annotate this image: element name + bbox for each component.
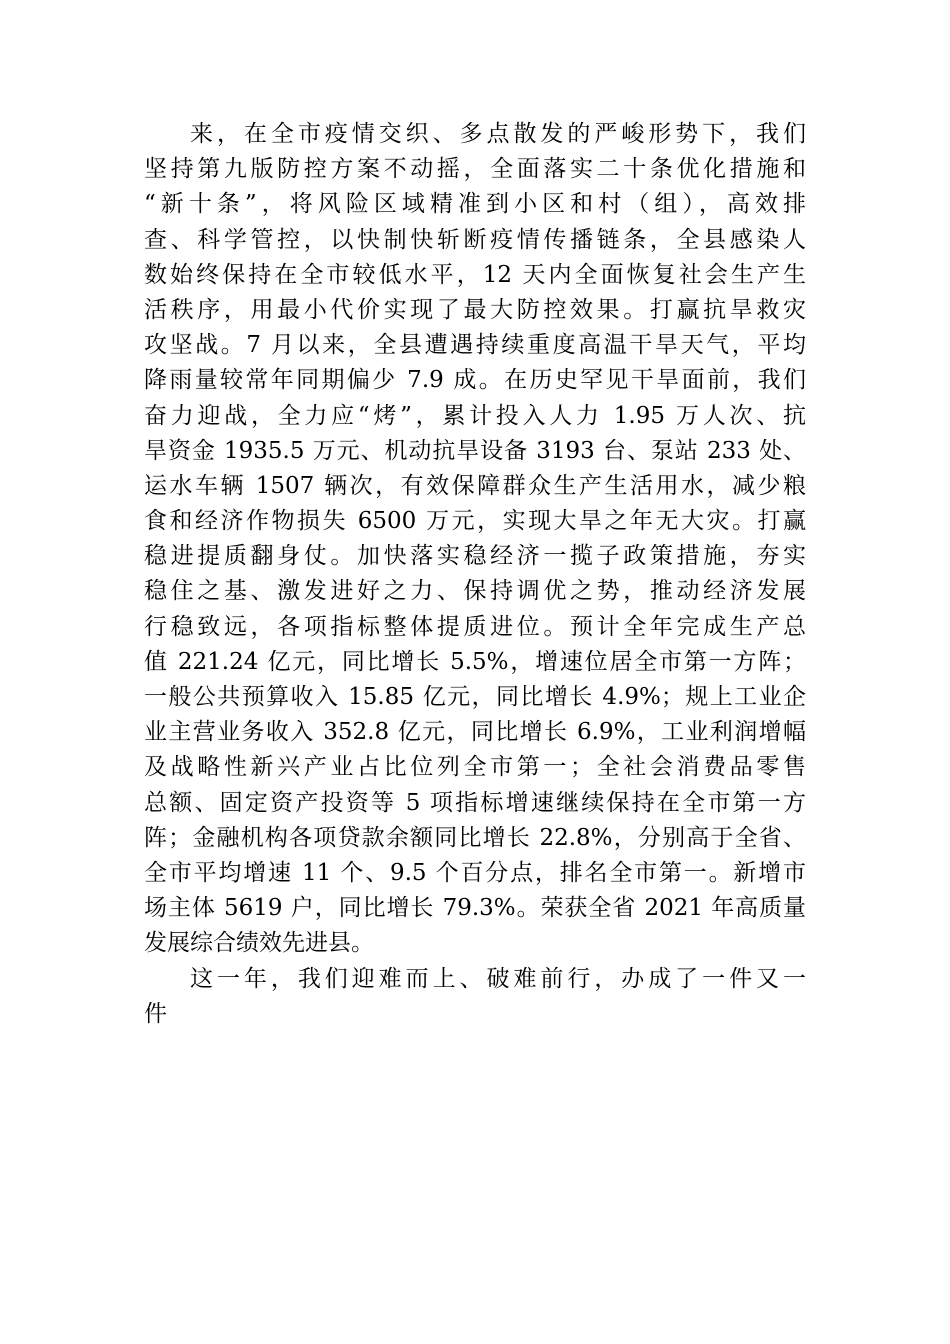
text-line: 活秩序，用最小代价实现了最大防控效果。打赢抗旱救灾	[144, 296, 806, 323]
text-line: 数始终保持在全市较低水平，12 天内全面恢复社会生产生	[144, 261, 806, 288]
text-line: 食和经济作物损失 6500 万元，实现大旱之年无大灾。打赢	[144, 508, 806, 535]
text-line: 及战略性新兴产业占比位列全市第一；全社会消费品零售	[144, 754, 806, 781]
text-line: 稳住之基、激发进好之力、保持调优之势，推动经济发展	[144, 578, 806, 605]
text-line: 阵；金融机构各项贷款余额同比增长 22.8%，分别高于全省、	[144, 824, 806, 851]
text-line: 业主营业务收入 352.8 亿元，同比增长 6.9%，工业利润增幅	[144, 719, 806, 746]
text-line: 件	[144, 1000, 167, 1027]
text-line: 旱资金 1935.5 万元、机动抗旱设备 3193 台、泵站 233 处、	[144, 437, 806, 464]
text-line: 运水车辆 1507 辆次，有效保障群众生产生活用水，减少粮	[144, 472, 806, 499]
text-line: 场主体 5619 户，同比增长 79.3%。荣获全省 2021 年高质量	[144, 895, 806, 922]
text-line: 稳进提质翻身仗。加快落实稳经济一揽子政策措施，夯实	[144, 543, 806, 570]
text-line: 全市平均增速 11 个、9.5 个百分点，排名全市第一。新增市	[144, 859, 806, 886]
text-line: 攻坚战。7 月以来，全县遭遇持续重度高温干旱天气，平均	[144, 332, 806, 359]
text-line: 总额、固定资产投资等 5 项指标增速继续保持在全市第一方	[144, 789, 806, 816]
text-line: 这一年，我们迎难而上、破难前行，办成了一件又一	[190, 965, 806, 992]
text-line: 来，在全市疫情交织、多点散发的严峻形势下，我们	[190, 121, 806, 147]
text-line: 奋力迎战，全力应“烤”，累计投入人力 1.95 万人次、抗	[144, 402, 806, 429]
text-line: 降雨量较常年同期偏少 7.9 成。在历史罕见干旱面前，我们	[144, 367, 806, 394]
text-line: “新十条”，将风险区域精准到小区和村（组），高效排	[144, 191, 806, 218]
paragraph-2	[144, 962, 806, 1032]
text-line: 发展综合绩效先进县。	[144, 930, 374, 957]
text-line: 行稳致远，各项指标整体提质进位。预计全年完成生产总	[144, 613, 806, 640]
text-line: 坚持第九版防控方案不动摇，全面落实二十条优化措施和	[144, 156, 806, 183]
text-line: 值 221.24 亿元，同比增长 5.5%，增速位居全市第一方阵；	[144, 648, 806, 675]
text-line: 查、科学管控，以快制快斩断疫情传播链条，全县感染人	[144, 226, 806, 253]
body-text	[144, 117, 806, 1032]
paragraph-1	[144, 117, 806, 962]
text-line: 一般公共预算收入 15.85 亿元，同比增长 4.9%；规上工业企	[144, 684, 806, 710]
